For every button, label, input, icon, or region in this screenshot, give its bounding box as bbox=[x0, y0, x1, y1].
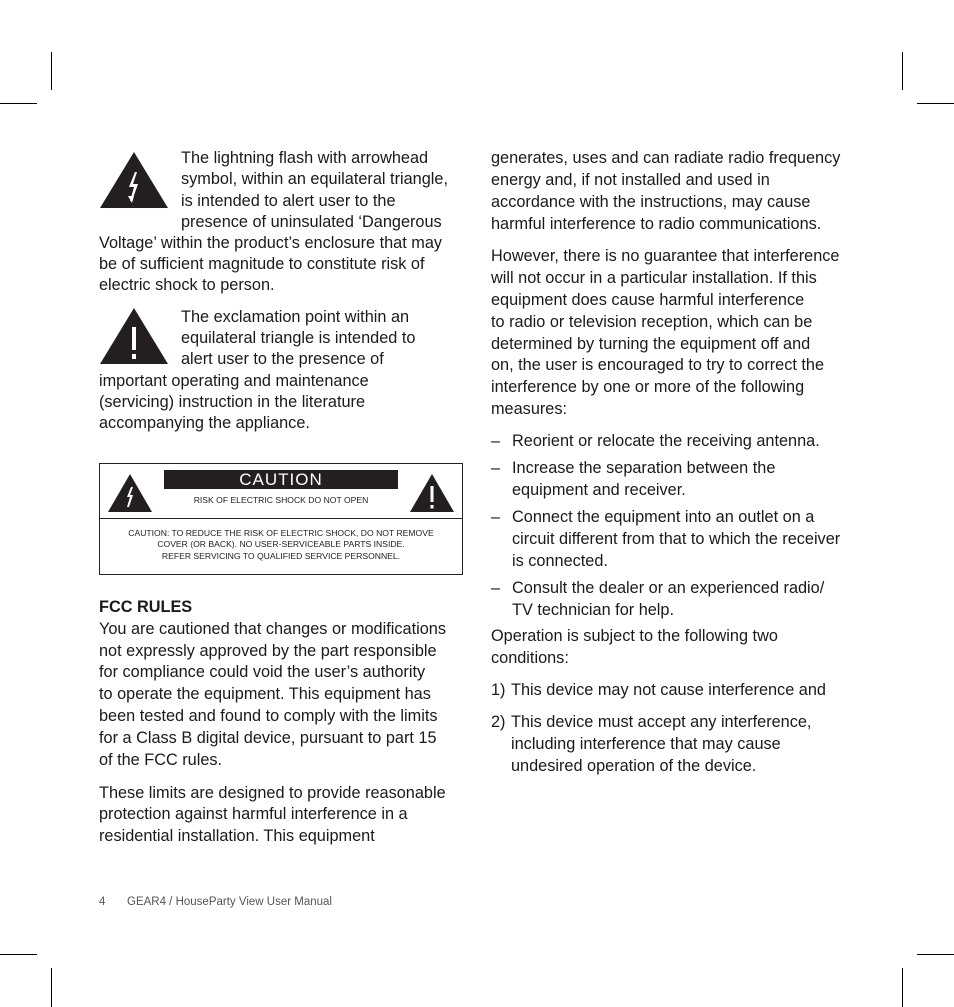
text-line: Consult the dealer or an experienced radio/ bbox=[512, 579, 825, 597]
text-line: generates, uses and can radiate radio frequency bbox=[491, 149, 841, 167]
list-number: 2) bbox=[491, 713, 506, 731]
text-line: important operating and maintenance bbox=[99, 372, 369, 390]
text-line: harmful interference to radio communications. bbox=[491, 215, 822, 233]
bullet-dash: – bbox=[491, 432, 501, 450]
text-line: You are cautioned that changes or modifications bbox=[99, 620, 446, 638]
text-line: energy and, if not installed and used in bbox=[491, 171, 770, 189]
page-number: 4 bbox=[99, 896, 106, 908]
text-line: The exclamation point within an bbox=[181, 308, 410, 326]
text-line: be of sufficient magnitude to constitute risk of bbox=[99, 255, 425, 273]
text-line: measures: bbox=[491, 400, 568, 418]
caution-note bbox=[108, 528, 454, 562]
text-line: Increase the separation between the bbox=[512, 459, 776, 477]
text-line: This device must accept any interference, bbox=[511, 713, 812, 731]
caution-subtitle: RISK OF ELECTRIC SHOCK DO NOT OPEN bbox=[193, 495, 369, 505]
crop-mark bbox=[917, 103, 954, 104]
text-line: Operation is subject to the following two bbox=[491, 627, 778, 645]
text-line: The lightning flash with arrowhead bbox=[181, 149, 429, 167]
crop-mark bbox=[902, 968, 903, 1007]
text-line: including interference that may cause bbox=[511, 734, 781, 753]
caution-title: CAUTION bbox=[164, 470, 398, 489]
text-line: equipment and receiver. bbox=[512, 480, 686, 499]
text-line: interference by one or more of the following bbox=[491, 378, 805, 396]
text-line: alert user to the presence of bbox=[181, 350, 384, 368]
crop-mark bbox=[917, 954, 954, 955]
text-line: of the FCC rules. bbox=[99, 751, 223, 769]
text-line: undesired operation of the device. bbox=[511, 756, 757, 775]
bullet-dash: – bbox=[491, 508, 501, 526]
text-line: equipment does cause harmful interference bbox=[491, 291, 805, 309]
text-line: is intended to alert user to the bbox=[181, 192, 396, 210]
text-line: However, there is no guarantee that interference bbox=[491, 247, 840, 265]
text-line: Reorient or relocate the receiving antenna. bbox=[512, 432, 820, 450]
crop-mark bbox=[0, 954, 37, 955]
text-line: protection against harmful interference in a bbox=[99, 805, 408, 823]
crop-mark bbox=[51, 52, 52, 90]
text-line: is connected. bbox=[512, 551, 608, 570]
text-line: accompanying the appliance. bbox=[99, 414, 310, 432]
text-line: equilateral triangle is intended to bbox=[181, 329, 416, 347]
text-line: conditions: bbox=[491, 649, 569, 667]
text-line: will not occur in a particular installation. If this bbox=[491, 269, 817, 287]
text-line: accordance with the instructions, may cause bbox=[491, 193, 811, 211]
text-line: to radio or television reception, which can be bbox=[491, 313, 813, 331]
text-line: These limits are designed to provide reasonable bbox=[99, 784, 446, 802]
list-number: 1) bbox=[491, 681, 506, 699]
text-line: to operate the equipment. This equipment has bbox=[99, 685, 431, 703]
text-line: Voltage’ within the product’s enclosure that may bbox=[99, 234, 443, 252]
lightning-warning-icon bbox=[107, 473, 153, 513]
text-line: residential installation. This equipment bbox=[99, 827, 375, 845]
text-line: Connect the equipment into an outlet on a bbox=[512, 508, 815, 526]
crop-mark bbox=[0, 103, 37, 104]
text-line: for compliance could void the user’s authority bbox=[99, 663, 426, 681]
bullet-dash: – bbox=[491, 579, 501, 597]
caution-note-line: CAUTION: TO REDUCE THE RISK OF ELECTRIC SHOCK, DO NOT REMOVE bbox=[128, 528, 434, 538]
text-line: on, the user is encouraged to try to correct the bbox=[491, 356, 825, 374]
caution-note-line: REFER SERVICING TO QUALIFIED SERVICE PERSONNEL. bbox=[161, 550, 401, 561]
text-line: This device may not cause interference and bbox=[511, 681, 826, 699]
text-line: determined by turning the equipment off and bbox=[491, 335, 811, 353]
exclamation-warning-icon bbox=[409, 473, 455, 513]
text-line: (servicing) instruction in the literature bbox=[99, 393, 366, 411]
lightning-warning-icon bbox=[99, 151, 169, 209]
text-line: for a Class B digital device, pursuant to part 15 bbox=[99, 729, 437, 747]
exclamation-warning-icon bbox=[99, 307, 169, 365]
caution-label bbox=[99, 463, 463, 575]
text-line: presence of uninsulated ‘Dangerous bbox=[181, 213, 442, 231]
text-line: TV technician for help. bbox=[512, 600, 674, 619]
crop-mark bbox=[902, 52, 903, 90]
text-line: symbol, within an equilateral triangle, bbox=[181, 170, 448, 188]
manual-title: GEAR4 / HouseParty View User Manual bbox=[127, 896, 332, 908]
bullet-dash: – bbox=[491, 459, 501, 477]
text-line: circuit different from that to which the receiver bbox=[512, 529, 841, 548]
caution-label-header bbox=[100, 464, 462, 519]
text-line: electric shock to person. bbox=[99, 276, 275, 294]
crop-mark bbox=[51, 968, 52, 1007]
text-line: not expressly approved by the part responsible bbox=[99, 642, 437, 660]
fcc-heading: FCC RULES bbox=[99, 598, 193, 616]
caution-note-line: COVER (OR BACK). NO USER-SERVICEABLE PARTS INSIDE. bbox=[157, 539, 405, 550]
text-line: been tested and found to comply with the limits bbox=[99, 707, 438, 725]
